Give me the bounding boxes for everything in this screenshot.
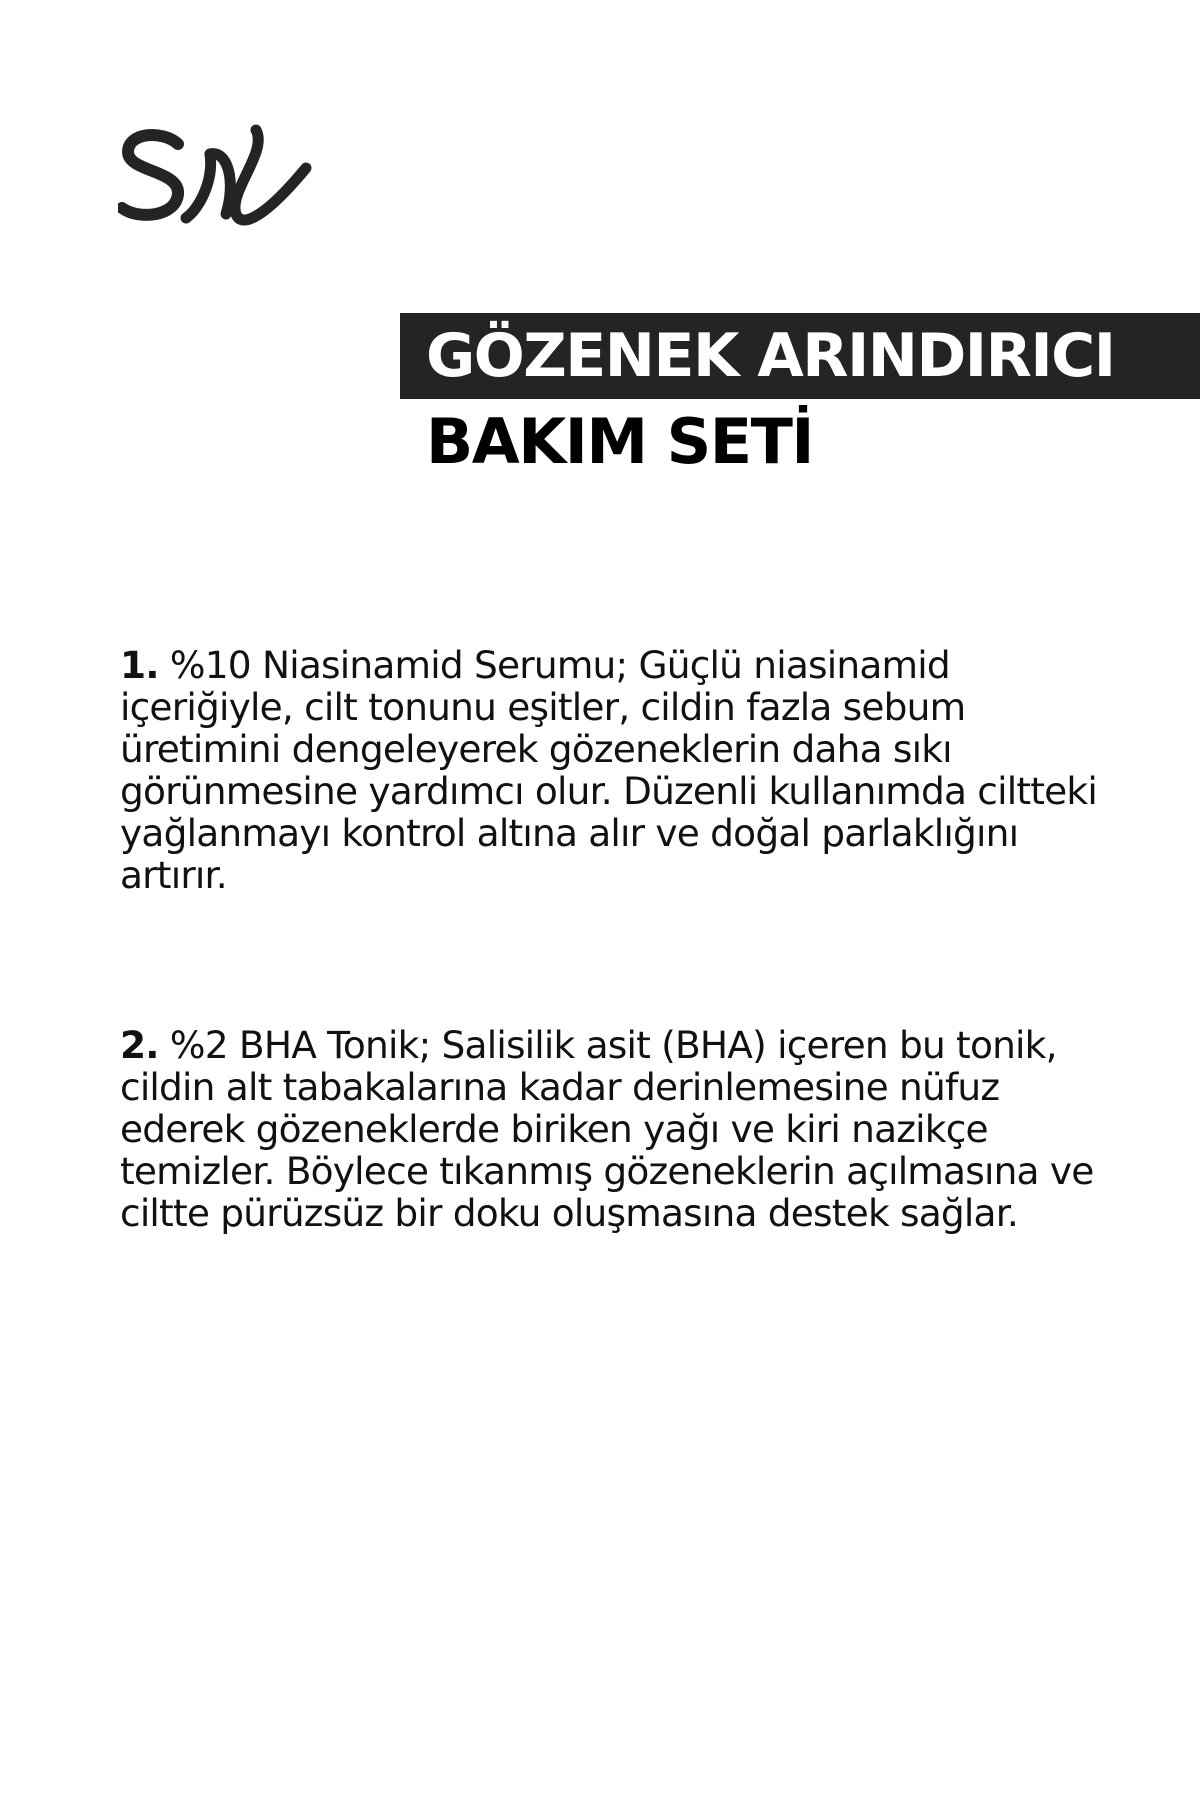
- item-description: %2 BHA Tonik; Salisilik asit (BHA) içeren bu tonik, cildin alt tabakalarına kadar derinlemesine nüfuz ederek gözeneklerde biriken yağı ve kiri nazikçe temizler. Böylece tıkanmış gözeneklerin açılmasına ve ciltte pürüzsüz bir doku oluşmasına destek sağlar.: [120, 1023, 1094, 1235]
- item-number: 2.: [120, 1023, 159, 1067]
- product-item-2: [120, 1024, 1100, 1234]
- title-band: [400, 313, 1200, 399]
- item-number: 1.: [120, 643, 159, 687]
- product-item-1: [120, 644, 1100, 896]
- sn-logo-icon: [118, 122, 318, 232]
- brand-logo: [118, 122, 318, 232]
- title-line-2: BAKIM SETİ: [426, 405, 814, 478]
- item-description: %10 Niasinamid Serumu; Güçlü niasinamid içeriğiyle, cilt tonunu eşitler, cildin fazla sebum üretimini dengeleyerek gözeneklerin daha sıkı görünmesine yardımcı olur. Düzenli kullanımda ciltteki yağlanmayı kontrol altına alır ve doğal parlaklığını artırır.: [120, 643, 1097, 897]
- title-line-1: GÖZENEK ARINDIRICI: [426, 321, 1115, 391]
